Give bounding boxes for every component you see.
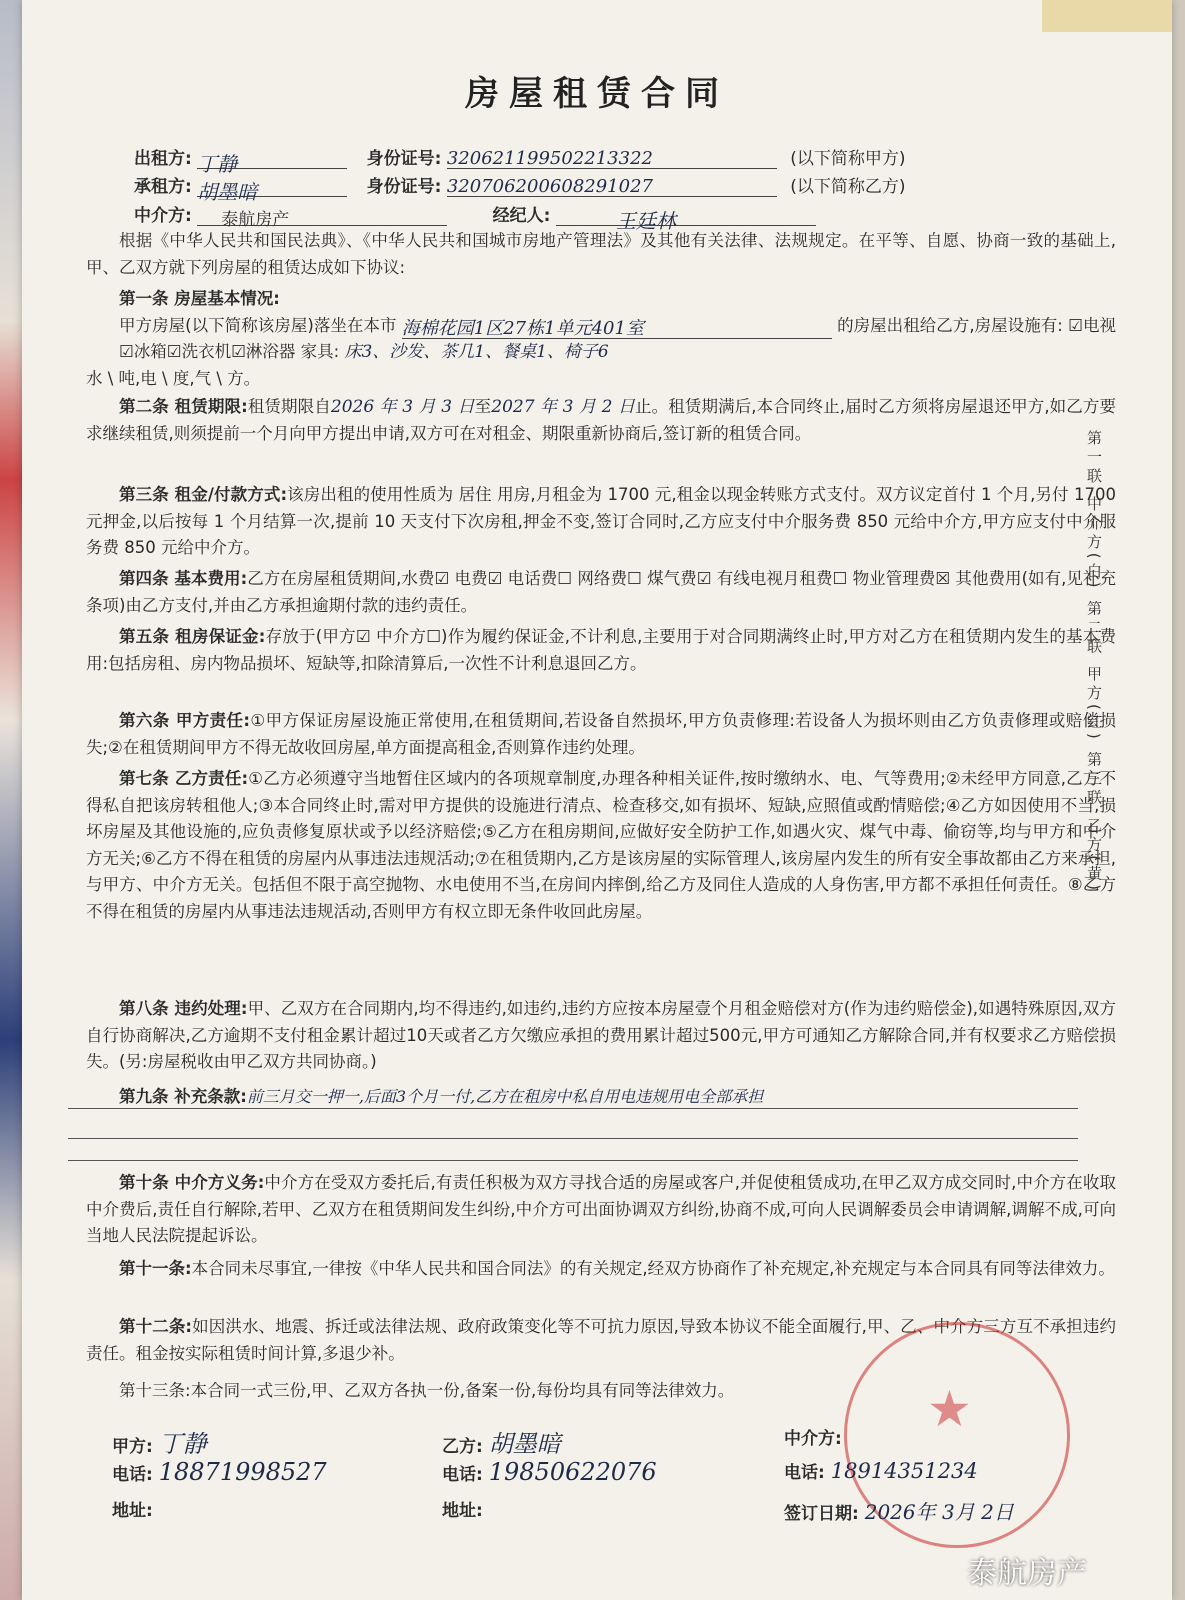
agency-label: 中介方:: [134, 206, 192, 226]
lessee-name: 胡墨暗: [197, 180, 258, 204]
lessee-note: (以下简称乙方): [790, 177, 906, 197]
lessor-name-line: [197, 148, 347, 176]
sign-date-row: [784, 1496, 1014, 1525]
article-4-title: 第四条 基本费用:: [119, 569, 248, 588]
article-11: [86, 1256, 1116, 1283]
article-1-text-b: 的房屋出租给乙方,房屋设施有:: [837, 315, 1063, 335]
article-6-text: ①甲方保证房屋设施正常使用,在租赁期间,若设备自然损坏,甲方负责修理:若设备人为损坏则由乙方负责修理或赔偿损失;②在租赁期间甲方不得无故收回房屋,单方面提高租金,否则算作违约处理。: [86, 711, 1116, 757]
agency-row: [134, 201, 816, 233]
article-13-title: 第十三条:: [119, 1381, 191, 1400]
watermark: 泰航房产: [967, 1556, 1087, 1591]
article-9: [86, 1084, 1116, 1111]
intro-paragraph: 根据《中华人民共和国民法典》、《中华人民共和国城市房地产管理法》及其他有关法律、法规规定。在平等、自愿、协商一致的基础上,甲、乙双方就下列房屋的租赁达成如下协议:: [86, 231, 1116, 277]
agency-name-line: [197, 205, 447, 230]
article-13-text: 本合同一式三份,甲、乙双方各执一份,备案一份,每份均具有同等法律效力。: [190, 1381, 735, 1400]
article-1: [86, 286, 1116, 392]
lessor-id-line: [447, 148, 777, 169]
lessee-row: [134, 172, 906, 204]
article-1-title: 第一条 房屋基本情况:: [119, 289, 280, 308]
property-address: 海棉花园1区27栋1单元401室: [401, 318, 644, 339]
article-3: [86, 482, 1116, 562]
broker-name: 王廷林: [615, 209, 676, 233]
supplement-line-2: [68, 1138, 1078, 1139]
article-11-text: 本合同未尽事宜,一律按《中华人民共和国合同法》的有关规定,经双方协商作了补充规定,补充规定与本合同具有同等法律效力。: [191, 1259, 1115, 1278]
article-9-title: 第九条 补充条款:: [119, 1087, 247, 1106]
party-a-phone-label: 电话:: [112, 1465, 153, 1485]
article-4: [86, 566, 1116, 619]
utilities: 水 \ 吨,电 \ 度,气 \ 方。: [86, 368, 261, 388]
paper-corner: [1042, 0, 1172, 32]
article-10-title: 第十条 中介方义务:: [119, 1173, 265, 1192]
lessee-label: 承租方:: [134, 177, 192, 197]
party-b-phone-row: [442, 1458, 657, 1486]
article-10: [86, 1170, 1116, 1250]
facilities: ☑电视☑冰箱☑洗衣机☑淋浴器: [119, 315, 1117, 361]
lessee-id: 320706200608291027: [446, 176, 653, 197]
party-b-address-label: 地址:: [442, 1501, 483, 1521]
party-a-sign-row: [112, 1424, 207, 1459]
party-a-phone: 18871998527: [158, 1458, 327, 1486]
article-6-title: 第六条 甲方责任:: [119, 711, 251, 730]
lessor-note: (以下简称甲方): [790, 149, 906, 169]
lessee-id-label: 身份证号:: [366, 177, 442, 197]
article-3-title: 第三条 租金/付款方式:: [119, 485, 288, 504]
sign-date: 2026年 3月 2日: [864, 1500, 1014, 1524]
article-2: [86, 394, 1116, 447]
article-7: [86, 766, 1116, 925]
article-11-title: 第十一条:: [119, 1259, 192, 1278]
copy-designation-column: 第一联 中介方(白) 第二联 甲方(红) 第三联 乙方(黄): [1085, 430, 1103, 894]
party-a-address-label: 地址:: [112, 1501, 153, 1521]
seal-star-icon: ★: [927, 1380, 972, 1438]
sign-date-label: 签订日期:: [784, 1504, 859, 1524]
broker-label: 经纪人:: [492, 206, 551, 226]
page-title: 房屋租赁合同: [465, 74, 729, 114]
article-12-text: 如因洪水、地震、拆迁或法律法规、政府政策变化等不可抗力原因,导致本协议不能全面履行,甲、乙、中介方三方互不承担违约责任。租金按实际租赁时间计算,多退少补。: [86, 1317, 1116, 1363]
lease-end: 2027 年 3 月 2 日: [491, 397, 636, 417]
address-line: [402, 316, 832, 339]
lessor-id: 320621199502213322: [446, 148, 653, 169]
party-b-phone-label: 电话:: [442, 1465, 483, 1485]
lessor-id-label: 身份证号:: [366, 149, 442, 169]
article-5-title: 第五条 租房保证金:: [119, 627, 266, 646]
lessor-name: 丁静: [197, 152, 238, 176]
article-1-text-a: 甲方房屋(以下简称该房屋)落坐在本市: [119, 315, 397, 335]
article-7-text: ①乙方必须遵守当地暂住区域内的各项规章制度,办理各种相关证件,按时缴纳水、电、气等费用;②未经甲方同意,乙方不得私自把该房转租他人;③本合同终止时,需对甲方提供的设施进行清点、检查移交,如有损坏、短缺,应照值或酌情赔偿;④乙方如因使用不当,损坏房屋及其他设施的,应负责修复原状或予以经济赔偿;⑤乙方在租房期间,应做好安全防护工作,如遇火灾、煤气中毒、偷窃等,均与甲方和中介方无关;⑥乙方不得在租赁的房屋内从事违法违规活动;⑦在租赁期内,乙方是该房屋的实际管理人,该房屋内发生的所有安全事故都由乙方来承担,与甲方、中介方无关。包括但不限于高空抛物、水电使用不当,在房间内摔倒,给乙方及同住人造成的人身伤害,甲方都不承担任何责任。⑧乙方不得在租赁的房屋内从事违法违规活动,否则甲方有权立即无条件收回此房屋。: [86, 769, 1116, 921]
party-a-phone-row: [112, 1458, 327, 1486]
lessor-row: [134, 144, 906, 176]
agency-phone-label: 电话:: [784, 1463, 825, 1483]
agency-phone: 18914351234: [830, 1459, 978, 1483]
article-10-text: 中介方在受双方委托后,有责任积极为双方寻找合适的房屋或客户,并促使租赁成功,在甲乙双方成交同时,中介方在收取中介费后,责任自行解除,若甲、乙双方在租赁期间发生纠纷,中介方可出面协调双方纠纷,协商不成,可向人民调解委员会申请调解,调解不成,可向当地人民法院提起诉讼。: [86, 1173, 1116, 1245]
article-6: [86, 708, 1116, 761]
lease-start: 2026 年 3 月 3 日: [330, 397, 475, 417]
contract-paper: [22, 0, 1172, 1600]
article-2-text-b: 止。租赁期满后,本合同终止,届时乙方须将房屋退还甲方,如乙方要求继续租赁,则须提前一个月向甲方提出申请,双方可在对租金、期限重新协商后,签订新的租赁合同。: [86, 397, 1117, 443]
article-8-title: 第八条 违约处理:: [119, 999, 248, 1018]
article-3-text: 该房出租的使用性质为 居住 用房,月租金为 1700 元,租金以现金转账方式支付。双方议定首付 1 个月,另付 1700 元押金,以后按每 1 个月结算一次,提前 10 天支付下次房租,押金不变,签订合同时,乙方应支付中介服务费 850 元给中介方,甲方应支付中介服务费 850 元给中介方。: [86, 485, 1116, 557]
supplement-line-1: [68, 1108, 1078, 1109]
furniture-list: 床3、沙发、茶几1、餐桌1、椅子6: [344, 342, 609, 362]
article-5-text: 存放于(甲方☑ 中介方☐)作为履约保证金,不计利息,主要用于对合同期满终止时,甲方对乙方在租赁期内发生的基本费用:包括房租、房内物品损坏、短缺等,扣除清算后,一次性不计利息退回乙方。: [86, 627, 1116, 673]
article-2-mid: 至: [474, 397, 492, 416]
article-8-text: 甲、乙双方在合同期内,均不得违约,如违约,违约方应按本房屋壹个月租金赔偿对方(作为违约赔偿金),如遇特殊原因,双方自行协商解决,乙方逾期不支付租金累计超过10天或者乙方欠缴应承担的费用累计超过500元,甲方可通知乙方解除合同,并有权要求乙方赔偿损失。(另:房屋税收由甲乙双方共同协商。): [86, 999, 1116, 1071]
supplementary-clause: 前三月交一押一,后面3个月一付,乙方在租房中私自用电违规用电全部承担: [246, 1087, 764, 1106]
party-b-sign-row: [442, 1424, 561, 1459]
article-7-title: 第七条 乙方责任:: [119, 769, 249, 788]
party-b-phone: 19850622076: [488, 1458, 657, 1486]
agency-name: 泰航房产: [221, 210, 290, 230]
agency-phone-row: [784, 1458, 978, 1483]
party-a-label: 甲方:: [112, 1437, 153, 1457]
supplement-line-3: [68, 1160, 1078, 1161]
agency-sign-label: 中介方:: [784, 1429, 842, 1449]
lessor-label: 出租方:: [134, 149, 192, 169]
article-12-title: 第十二条:: [119, 1317, 193, 1336]
article-2-text-a: 租赁期限自: [247, 397, 331, 416]
article-2-title: 第二条 租赁期限:: [119, 397, 248, 416]
broker-line: [556, 205, 816, 233]
article-5: [86, 624, 1116, 677]
article-4-text: 乙方在房屋租赁期间,水费☑ 电费☑ 电话费☐ 网络费☐ 煤气费☑ 有线电视月租费☐ 物业管理费☒ 其他费用(如有,见补充条项)由乙方支付,并由乙方承担逾期付款的违约责任。: [86, 569, 1117, 615]
furniture-label: 家具:: [300, 342, 340, 361]
article-8: [86, 996, 1116, 1076]
lessee-name-line: [197, 176, 347, 204]
party-b-label: 乙方:: [442, 1437, 483, 1457]
lessee-id-line: [447, 176, 777, 197]
background-edge: [0, 0, 24, 1600]
party-a-signature: 丁静: [158, 1430, 207, 1458]
party-b-signature: 胡墨暗: [488, 1430, 561, 1458]
